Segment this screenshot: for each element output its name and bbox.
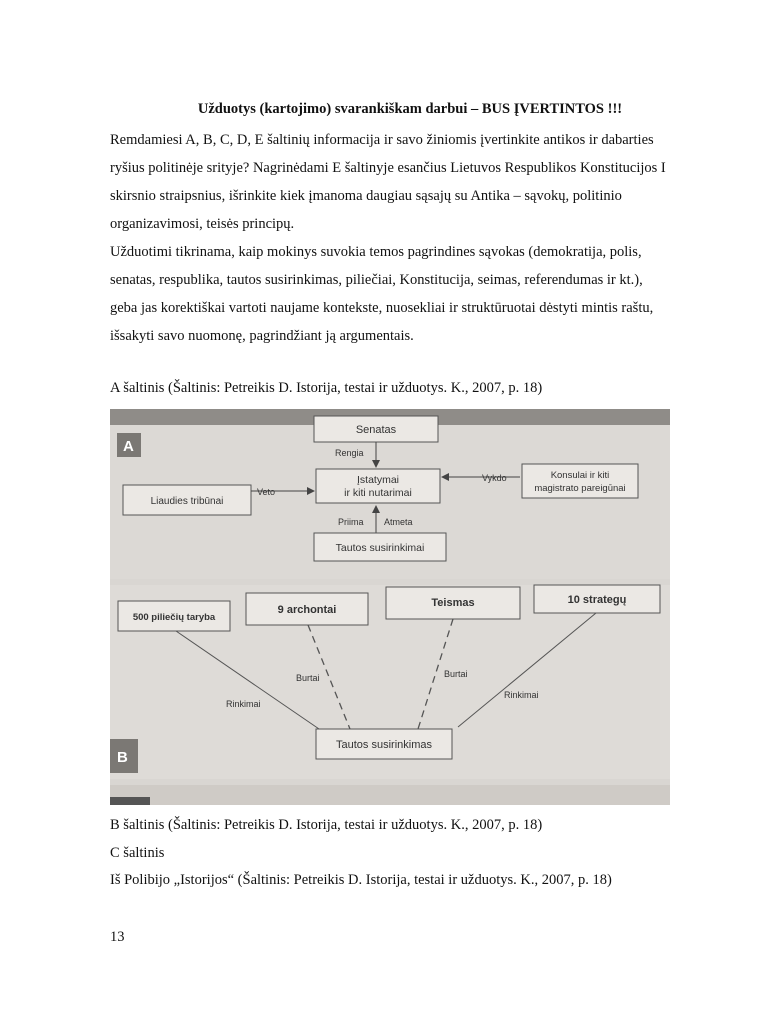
paragraph-line: senatas, respublika, tautos susirinkimas, piliečiai, Konstitucija, seimas, referendumas ir kt.), xyxy=(110,272,643,288)
photo-bottom-strip xyxy=(110,785,670,805)
governance-diagram xyxy=(110,409,670,805)
panel-a-label: A xyxy=(123,438,134,455)
priima-label: Priima xyxy=(338,517,364,527)
vykdo-label: Vykdo xyxy=(482,473,507,483)
teismas-label: Teismas xyxy=(431,597,475,609)
atmeta-label: Atmeta xyxy=(384,517,413,527)
archontai-label: 9 archontai xyxy=(277,604,337,616)
page-title: Užduotys (kartojimo) svarankiškam darbui – BUS ĮVERTINTOS !!! xyxy=(197,101,623,117)
liaudies-tribunai-label: Liaudies tribūnai xyxy=(150,496,224,507)
paragraph-line: geba jas korektiškai vartoti naujame kontekste, nuosekliai ir struktūruotai dėstyti mintis raštu, xyxy=(110,300,654,316)
assessment-paragraph xyxy=(110,238,710,350)
photo-bottom-mark xyxy=(110,797,150,805)
tautos-susirinkimai-label: Tautos susirinkimai xyxy=(335,542,425,554)
paragraph-line: Remdamiesi A, B, C, D, E šaltinių informacija ir savo žiniomis įvertinkite antikos ir dabarties xyxy=(110,132,654,148)
task-paragraph xyxy=(110,126,710,238)
source-c-line: Iš Polibijo „Istorijos“ (Šaltinis: Petreikis D. Istorija, testai ir užduotys. K., 2007, p. 18) xyxy=(110,872,612,888)
page-number: 13 xyxy=(110,929,125,945)
konsulai-label-line2: magistrato pareigūnai xyxy=(534,483,626,494)
istatymai-label-line2: ir kiti nutarimai xyxy=(344,487,412,499)
tautos-susirinkimas-label: Tautos susirinkimas xyxy=(336,739,432,751)
source-a-caption: A šaltinis (Šaltinis: Petreikis D. Istorija, testai ir užduotys. K., 2007, p. 18) xyxy=(110,380,543,396)
source-c-caption: C šaltinis xyxy=(110,845,165,861)
taryba-label: 500 piliečių taryba xyxy=(132,612,216,623)
source-b-caption: B šaltinis (Šaltinis: Petreikis D. Istorija, testai ir užduotys. K., 2007, p. 18) xyxy=(110,817,543,833)
strategu-label: 10 strategų xyxy=(567,594,627,606)
rinkimai-left-label: Rinkimai xyxy=(226,699,261,709)
veto-label: Veto xyxy=(257,487,276,497)
paragraph-line: išsakyti savo nuomonę, pagrindžiant ją argumentais. xyxy=(110,328,414,344)
burtai-left-label: Burtai xyxy=(296,673,320,683)
paragraph-line: Užduotimi tikrinama, kaip mokinys suvokia temos pagrindines sąvokas (demokratija, polis, xyxy=(110,244,642,260)
konsulai-label-line1: Konsulai ir kiti xyxy=(550,470,610,481)
rinkimai-right-label: Rinkimai xyxy=(504,690,539,700)
paragraph-line: skirsnio straipsnius, išrinkite kiek įmanoma daugiau sąsajų su Antika – sąvokų, politinio xyxy=(110,188,622,204)
senatas-label: Senatas xyxy=(355,424,397,436)
paragraph-line: organizavimosi, teisės principų. xyxy=(110,216,295,232)
paragraph-line: ryšius politinėje srityje? Nagrinėdami E šaltinyje esančius Lietuvos Respublikos Konstitucijos I xyxy=(110,160,666,176)
rengia-label: Rengia xyxy=(335,448,364,458)
istatymai-label-line1: Įstatymai xyxy=(356,474,400,486)
governance-diagram-photo xyxy=(110,409,670,805)
panel-b-label: B xyxy=(117,749,128,766)
burtai-right-label: Burtai xyxy=(444,669,468,679)
